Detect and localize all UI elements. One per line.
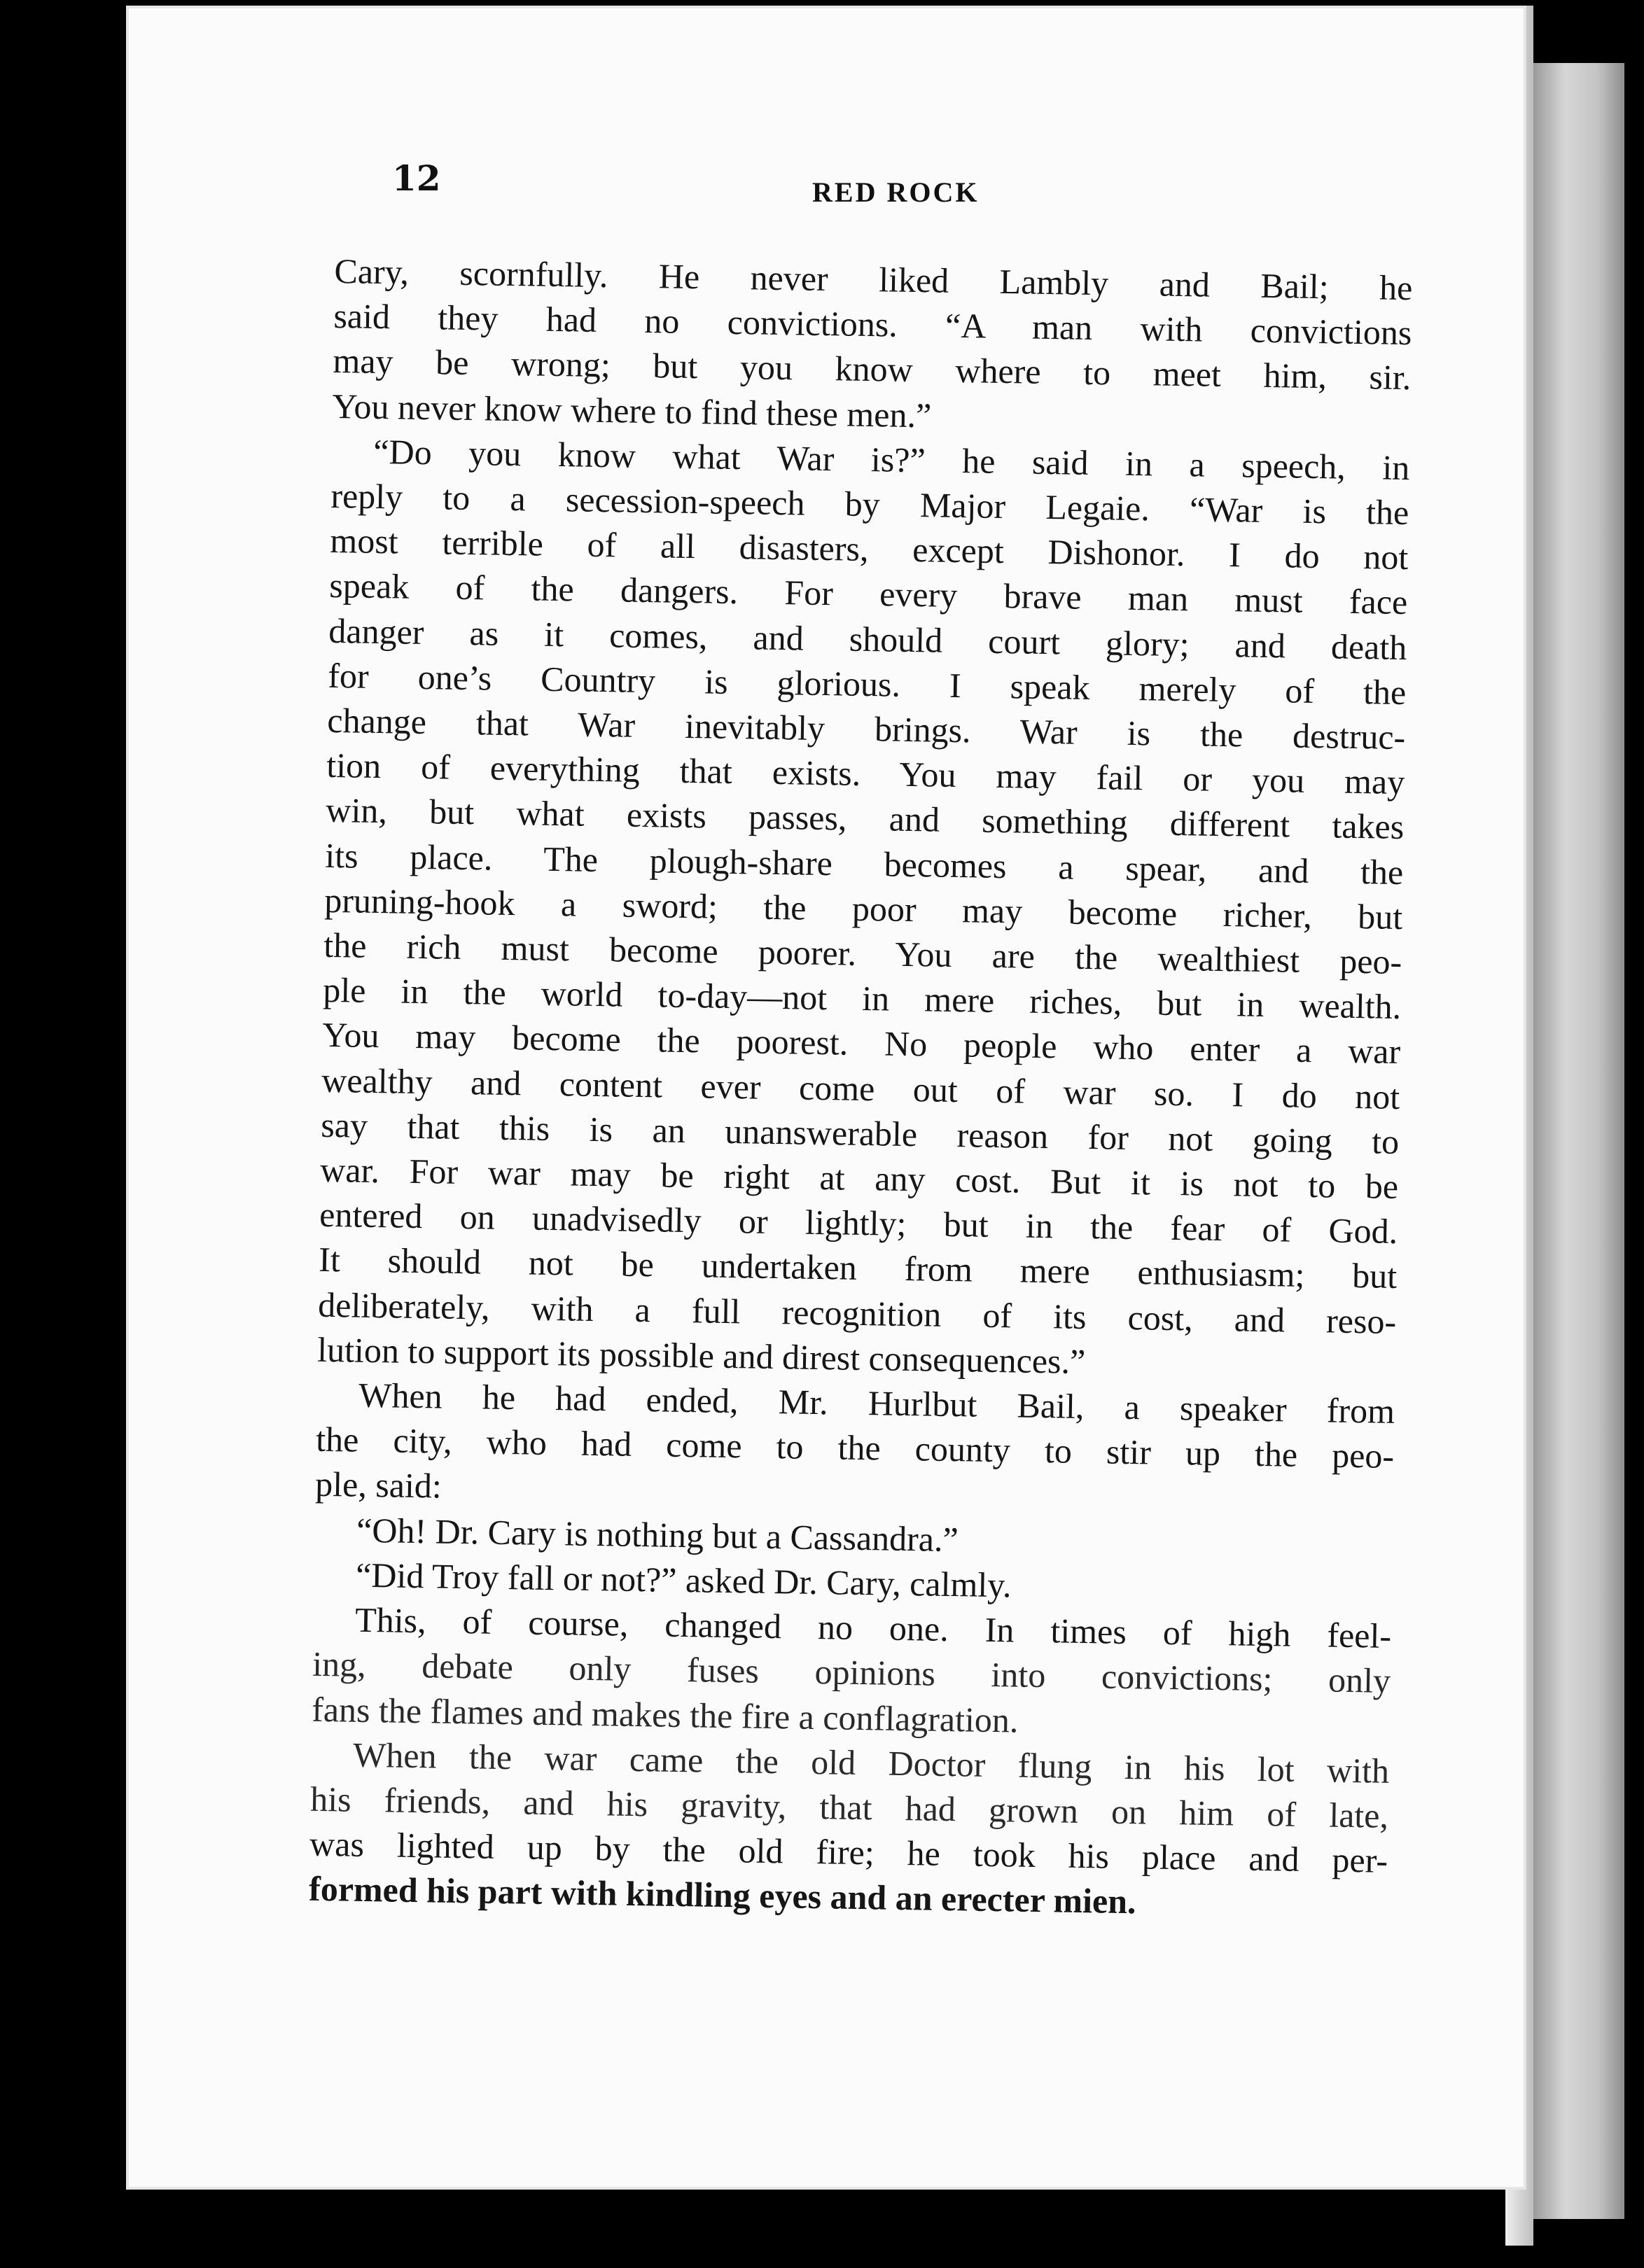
text-line: “Do you know what War is?” he said in a speech, in — [373, 431, 1410, 487]
text-line: war. For war may be right at any cost. But it is not to be — [319, 1149, 1399, 1207]
text-line: may be wrong; but you know where to meet him, sir. — [333, 341, 1412, 398]
text-line: lution to support its possible and direst consequences.” — [316, 1329, 1086, 1381]
text-line: for one’s Country is glorious. I speak merely of the — [327, 655, 1407, 712]
text-line: ing, debate only fuses opinions into convictions; only — [312, 1644, 1391, 1701]
text-line: tion of everything that exists. You may fail or you may — [326, 746, 1405, 802]
text-line: ple in the world to-day—not in mere riches, but in wealth. — [322, 970, 1402, 1027]
text-line: the city, who had come to the county to stir up the peo- — [315, 1420, 1395, 1476]
text-line: When he had ended, Mr. Hurlbut Bail, a speaker from — [358, 1375, 1395, 1432]
text-line: pruning-hook a sword; the poor may become richer, but — [323, 880, 1403, 937]
text-line: speak of the dangers. For every brave man must face — [328, 566, 1408, 622]
text-line: It should not be undertaken from mere enthusiasm; but — [318, 1240, 1398, 1296]
body-text — [309, 248, 1413, 1928]
text-line: change that War inevitably brings. War is the destruc- — [326, 700, 1406, 757]
text-line: “Did Troy fall or not?” asked Dr. Cary, calmly. — [355, 1555, 1012, 1605]
text-line: Cary, scornfully. He never liked Lambly and Bail; he — [334, 251, 1413, 308]
text-line: said they had no convictions. “A man with convictions — [333, 296, 1412, 353]
text-line: most terrible of all disasters, except Dishonor. I do not — [330, 521, 1409, 578]
text-line: When the war came the old Doctor flung in his lot with — [352, 1735, 1390, 1791]
text-line: say that this is an unanswerable reason for not going to — [320, 1105, 1400, 1161]
text-line: This, of course, changed no one. In times of high feel- — [354, 1600, 1392, 1656]
text-line: formed his part with kindling eyes and an erecter mien. — [308, 1869, 1136, 1921]
text-line: “Oh! Dr. Cary is nothing but a Cassandra.” — [356, 1510, 959, 1559]
running-head — [392, 158, 1414, 214]
text-line: You may become the poorest. No people who enter a war — [321, 1015, 1401, 1072]
text-line: his friends, and his gravity, that had grown on him of late, — [309, 1779, 1389, 1835]
text-line: You never know where to find these men.” — [332, 386, 932, 435]
text-line: danger as it comes, and should court glory; and death — [328, 610, 1407, 667]
text-line: the rich must become poorer. You are the wealthiest peo- — [323, 925, 1402, 982]
page-number: 12 — [392, 158, 441, 199]
book-edge — [1533, 63, 1624, 2219]
text-line: entered on unadvisedly or lightly; but in the fear of God. — [319, 1195, 1398, 1252]
text-line: was lighted up by the old fire; he took his place and per- — [309, 1823, 1388, 1881]
text-line: win, but what exists passes, and something different takes — [325, 790, 1405, 847]
text-line: reply to a secession-speech by Major Legaie. “War is the — [330, 475, 1409, 533]
text-line: its place. The plough-share becomes a spear, and the — [324, 835, 1404, 892]
running-title: RED ROCK — [812, 176, 980, 208]
text-line: fans the flames and makes the fire a conflagration. — [311, 1689, 1019, 1740]
text-line: wealthy and content ever come out of war so. I do not — [321, 1060, 1400, 1116]
text-line: ple, said: — [314, 1464, 443, 1506]
text-line: deliberately, with a full recognition of its cost, and reso- — [317, 1284, 1397, 1341]
